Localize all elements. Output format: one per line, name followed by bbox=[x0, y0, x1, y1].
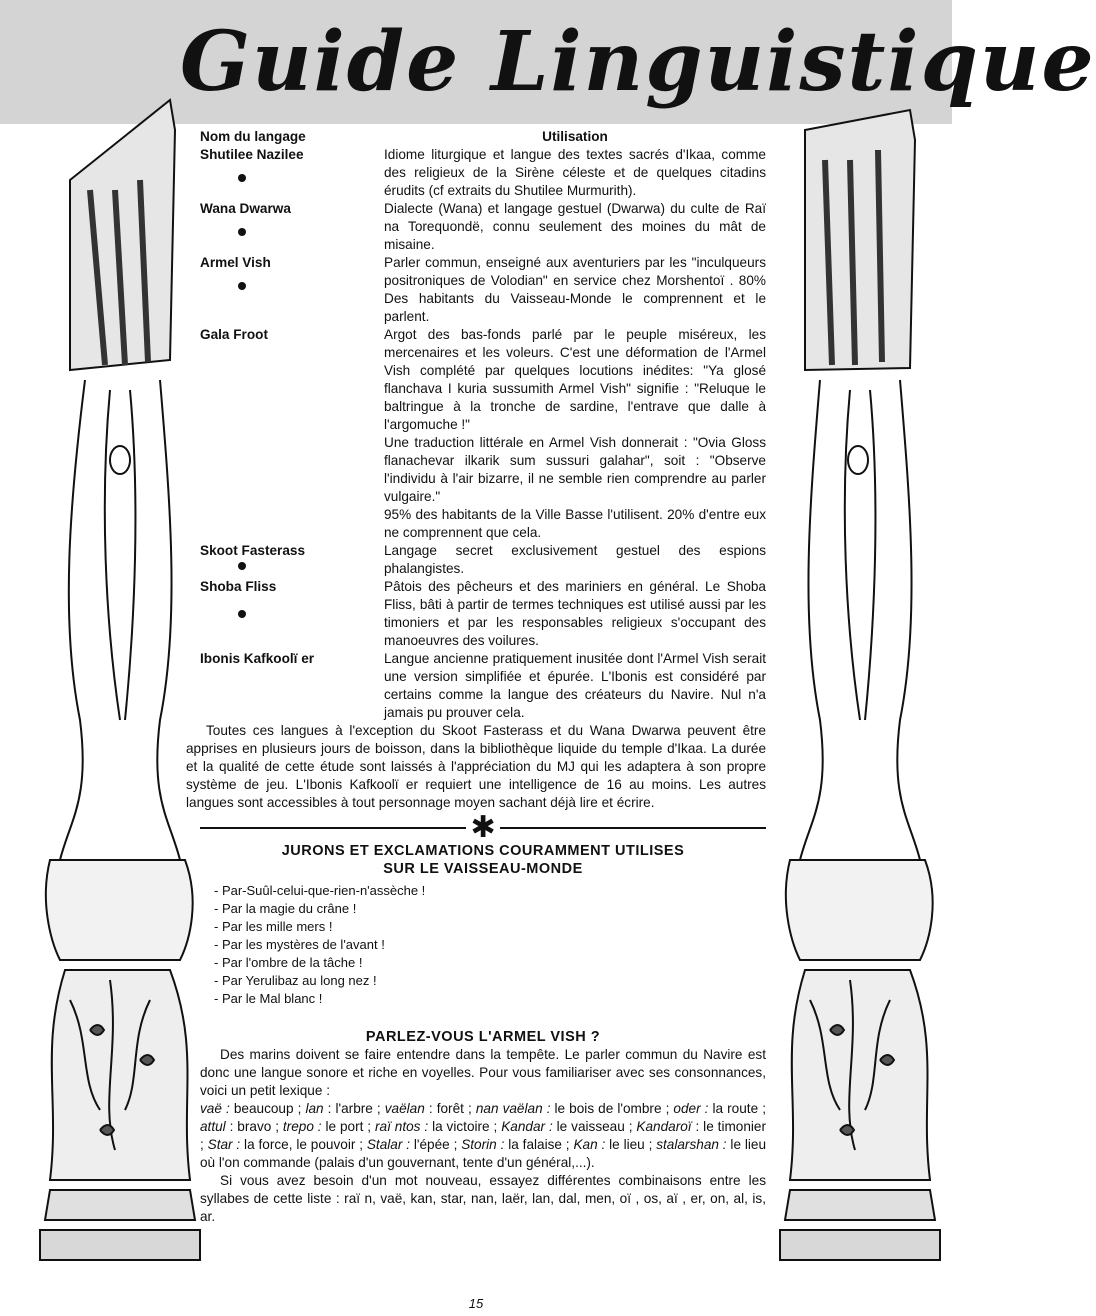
armel-vish-intro: Des marins doivent se faire entendre dans la tempête. Le parler commun du Navire est donc une langue sonore et riche en voyelles. Pour vous familiariser avec ses consonnances, voici un petit lexique : bbox=[200, 1047, 766, 1098]
lexicon-word: Storin : bbox=[461, 1137, 505, 1152]
lexicon-meaning: : forêt ; bbox=[424, 1101, 476, 1116]
language-row bbox=[200, 146, 766, 200]
page-number: 15 bbox=[468, 1296, 484, 1311]
lexicon-meaning: : le timonier ; bbox=[200, 1119, 767, 1152]
bullet-dot bbox=[238, 228, 246, 236]
column-header-use: Utilisation bbox=[542, 129, 608, 144]
oaths-list bbox=[214, 882, 766, 1008]
bullet-dot bbox=[238, 282, 246, 290]
lexicon-meaning: l'épée ; bbox=[410, 1137, 462, 1152]
list-item: - Par les mystères de l'avant ! bbox=[214, 937, 385, 952]
language-row bbox=[200, 200, 766, 254]
list-item: - Par-Suûl-celui-que-rien-n'assèche ! bbox=[214, 883, 426, 898]
lexicon-word: stalarshan : bbox=[656, 1137, 727, 1152]
language-description: Dialecte (Wana) et langage gestuel (Dwarwa) du culte de Raï na Torequondë, connu seulement des moines du mât de misaine. bbox=[384, 201, 766, 252]
lexicon-word: Kandaroï bbox=[636, 1119, 692, 1134]
bullet-dot bbox=[238, 610, 246, 618]
language-row bbox=[200, 254, 766, 326]
language-description: Parler commun, enseigné aux aventuriers par les "inculqueurs positroniques de Volodian" en service chez Morshentoï . 80% Des habitants du Vaisseau-Monde le comprennent et le parlent. bbox=[384, 255, 766, 324]
lexicon-word: trepo : bbox=[282, 1119, 322, 1134]
lexicon bbox=[200, 1100, 766, 1172]
lexicon-word: nan vaëlan : bbox=[475, 1101, 551, 1116]
language-description: Idiome liturgique et langue des textes sacrés d'Ikaa, comme des religieux de la Sirène céleste et de quelques citadins érudits (cf extraits du Shutilee Murmurith). bbox=[384, 147, 766, 198]
list-item: - Par l'ombre de la tâche ! bbox=[214, 955, 363, 970]
oaths-title-line1: JURONS ET EXCLAMATIONS COURAMMENT UTILISES bbox=[281, 843, 685, 859]
lexicon-word: vaë : bbox=[200, 1101, 230, 1116]
list-item: - Par le Mal blanc ! bbox=[214, 991, 323, 1006]
language-description: Pâtois des pêcheurs et des mariniers en général. Le Shoba Fliss, bâti à partir de termes techniques est utilisé aussi par les timoniers et par les responsables religieux s'occupant des manoeuvres des voilures. bbox=[384, 579, 766, 648]
language-name: Shutilee Nazilee bbox=[200, 147, 304, 162]
lexicon-meaning: le port ; bbox=[321, 1119, 375, 1134]
lexicon-word: Stalar : bbox=[366, 1137, 411, 1152]
lexicon-meaning: le vaisseau ; bbox=[552, 1119, 637, 1134]
column-header-name: Nom du langage bbox=[200, 129, 306, 144]
language-description: Langue ancienne pratiquement inusitée dont l'Armel Vish serait une version simplifiée et épurée. L'Ibonis est considéré par certains comme la langue des créateurs du Navire. Nul n'a jamais pu prouver cela. bbox=[384, 651, 766, 720]
armel-vish-title: PARLEZ-VOUS L'ARMEL VISH ? bbox=[365, 1029, 601, 1045]
right-pillar-illustration bbox=[770, 100, 945, 1300]
language-name: Skoot Fasterass bbox=[200, 543, 306, 558]
language-description-usage: 95% des habitants de la Ville Basse l'utilisent. 20% d'entre eux ne comprennent que cela. bbox=[384, 507, 766, 540]
main-column bbox=[186, 128, 767, 1226]
lexicon-meaning: le lieu ; bbox=[605, 1137, 657, 1152]
lexicon-word: oder : bbox=[673, 1101, 709, 1116]
lexicon-word: vaëlan bbox=[384, 1101, 425, 1116]
language-description-translation: Une traduction littérale en Armel Vish donnerait : "Ovia Gloss flanachevar ilkarik sum sussuri galahar", soit : "Observe l'individu à l'air bizarre, il ne semble rien comprendre au parler vulgaire." bbox=[384, 435, 766, 504]
bullet-dot bbox=[238, 174, 246, 182]
section-divider bbox=[200, 810, 766, 845]
language-name: Wana Dwarwa bbox=[200, 201, 291, 216]
asterisk-icon: ✱ bbox=[470, 810, 496, 845]
lexicon-meaning: la route ; bbox=[708, 1101, 766, 1116]
page-title: Guide Linguistique bbox=[180, 14, 1096, 110]
lexicon-meaning: beaucoup ; bbox=[229, 1101, 306, 1116]
language-description: Langage secret exclusivement gestuel des espions phalangistes. bbox=[384, 543, 766, 576]
lexicon-word: Star : bbox=[207, 1137, 241, 1152]
oaths-title-line2: SUR LE VAISSEAU-MONDE bbox=[383, 861, 583, 877]
language-table-header bbox=[200, 128, 766, 146]
lexicon-meaning: le lieu où l'on commande (palais d'un gouvernant, tente d'un général,...). bbox=[200, 1137, 767, 1170]
lexicon-meaning: la force, le pouvoir ; bbox=[240, 1137, 367, 1152]
lexicon-meaning: : bravo ; bbox=[225, 1119, 283, 1134]
list-item: - Par la magie du crâne ! bbox=[214, 901, 357, 916]
list-item: - Par les mille mers ! bbox=[214, 919, 333, 934]
language-name: Shoba Fliss bbox=[200, 579, 277, 594]
lexicon-meaning: la falaise ; bbox=[504, 1137, 574, 1152]
language-row bbox=[200, 578, 766, 650]
lexicon-word: Kandar : bbox=[501, 1119, 553, 1134]
lexicon-word: attul bbox=[200, 1119, 226, 1134]
language-row bbox=[200, 650, 766, 722]
language-description: Argot des bas-fonds parlé par le peuple miséreux, les mercenaires et les voleurs. C'est une déformation de l'Armel Vish complété par quelques locutions inédites: "Ya glosé flanchava I kuria sussumith Armel Vish" signifie : "Reluque le baltringue à la tronche de sardine, l'entrave que dalle à l'argomuche !" bbox=[384, 327, 766, 432]
lexicon-word: lan bbox=[305, 1101, 324, 1116]
language-row bbox=[200, 326, 766, 542]
lexicon-meaning: le bois de l'ombre ; bbox=[550, 1101, 674, 1116]
lexicon-word: raï ntos : bbox=[375, 1119, 429, 1134]
armel-vish-syllables: Si vous avez besoin d'un mot nouveau, essayez différentes combinaisons entre les syllabes de cette liste : raï n, vaë, kan, star, nan, laër, lan, dal, men, oï , os, aï , er, on, al, is, ar. bbox=[200, 1173, 766, 1224]
language-name: Gala Froot bbox=[200, 327, 268, 342]
left-pillar-illustration bbox=[30, 100, 205, 1300]
list-item: - Par Yerulibaz au long nez ! bbox=[214, 973, 377, 988]
language-name: Ibonis Kafkoolï er bbox=[200, 651, 315, 666]
lexicon-meaning: : l'arbre ; bbox=[323, 1101, 385, 1116]
language-name: Armel Vish bbox=[200, 255, 271, 270]
intro-paragraph: Toutes ces langues à l'exception du Skoot Fasterass et du Wana Dwarwa peuvent être apprises en plusieurs jours de boisson, dans la bibliothèque liquide du temple d'Ikaa. La durée et la qualité de cette étude sont laissés à l'appréciation du MJ qui les adaptera à son propre système de jeu. L'Ibonis Kafkoolï er requiert une intelligence de 16 au moins. Les autres langues sont accessibles à tout personnage moyen sachant déjà lire et écrire. bbox=[186, 723, 766, 810]
lexicon-word: Kan : bbox=[573, 1137, 606, 1152]
lexicon-meaning: la victoire ; bbox=[428, 1119, 502, 1134]
bullet-dot bbox=[238, 562, 246, 570]
language-row bbox=[200, 542, 766, 578]
